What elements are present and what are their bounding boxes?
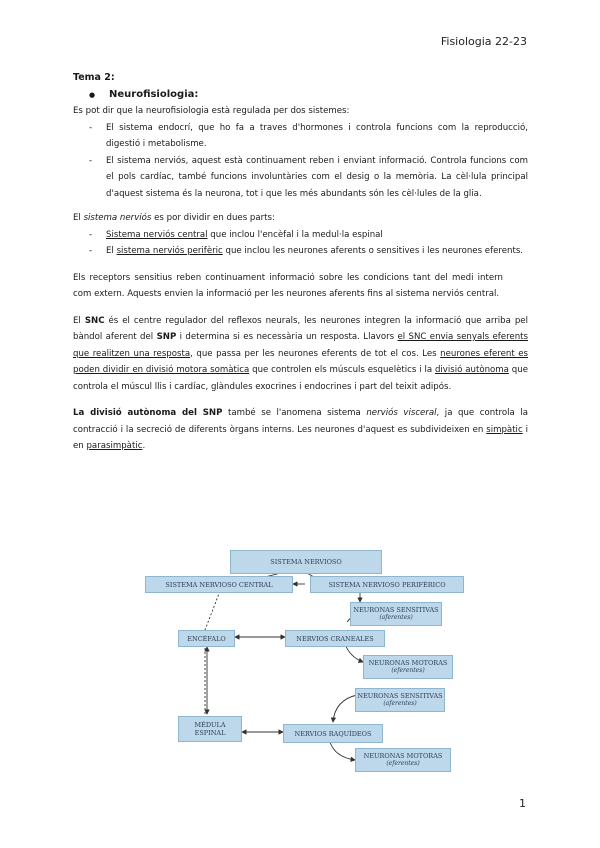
box-sensory-1: NEURONAS SENSITIVAS (aferentes) (350, 602, 442, 626)
box-sensory-2: NEURONAS SENSITIVAS (aferentes) (355, 688, 445, 712)
list-item: - Sistema nerviós central que inclou l'encèfal i la medul·la espinal (73, 227, 528, 244)
autonomic-paragraph: La divisió autònoma del SNP també se l'anomena sistema nerviós visceral, ja que controla la contracció i la secreció de diferents òrgans interns. Les neurones d'aquest es subdivideixen en simpàtic i en parasimpàtic. (73, 408, 529, 451)
topic-title: Tema 2: (73, 72, 115, 83)
link-central-encefalo (205, 591, 220, 630)
list-item: - El sistema endocrí, que ho fa a traves d'hormones i controla funcions com la reproducció, digestió i metabolisme. (73, 120, 528, 153)
list-item: - El sistema nerviós perifèric que inclou les neurones aferents o sensitives i les neurones eferents. (73, 243, 528, 260)
box-cranial-nerves: NERVIOS CRANEALES (285, 630, 385, 647)
snc-paragraph: El SNC és el centre regulador del reflexos neurals, les neurones integren la informació que arriba pel bàndol aferent del SNP i determina si es necessària un resposta. Llavors el SNC envia senyals eferents que realitzen una resposta, que passa per les neurones eferents de tot el cos. Les neurones eferent es poden dividir en divisió motora somàtica que controlen els músculs esquelètics i la divisió autònoma que controla el múscul llis i cardíac, glàndules exocrines i endocrines i part del teixit adipós. (73, 315, 528, 392)
page-number: 1 (519, 797, 526, 810)
box-encefalo: ENCÉFALO (178, 630, 235, 647)
document-body (73, 70, 528, 455)
intro-list (73, 120, 528, 203)
parts-paragraph: El sistema nerviós es por dividir en dues parts: (73, 213, 275, 223)
box-motor-1: NEURONAS MOTORAS (eferentes) (363, 655, 453, 679)
section-heading: ● Neurofisiologia: (73, 87, 528, 104)
box-spinal-nerves: NERVIOS RAQUÍDEOS (283, 724, 383, 743)
receptors-paragraph: Els receptors sensitius reben continuament informació sobre les condicions tant del medi intern com extern. Aquests envien la informació per les neurones aferents fins al sistema nerviós central. (73, 272, 503, 299)
box-central: SISTEMA NERVIOSO CENTRAL (145, 576, 293, 593)
course-header: Fisiologia 22-23 (440, 35, 527, 48)
box-motor-2: NEURONAS MOTORAS (eferentes) (355, 748, 451, 772)
arrow-raquideos-mot2 (330, 742, 355, 760)
nervous-system-diagram (145, 542, 465, 782)
intro-paragraph: Es pot dir que la neurofisiologia està regulada per dos sistemes: (73, 106, 350, 116)
parts-list (73, 227, 528, 260)
list-item: - El sistema nerviós, aquest està continuament reben i enviant informació. Controla funcions com el pols cardíac, també funcions involuntàries com el desig o la memòria. La cèl·lula principal d'aquest sistema és la neurona, tot i que les més abundants són les cèl·lules de la glia. (73, 153, 528, 203)
arrow-sens2-raquideos (333, 695, 357, 722)
box-spinal-cord: MÉDULA ESPINAL (178, 716, 242, 742)
box-nervous-system: SISTEMA NERVIOSO (230, 550, 382, 574)
box-peripheral: SISTEMA NERVIOSO PERIFÉRICO (310, 576, 464, 593)
